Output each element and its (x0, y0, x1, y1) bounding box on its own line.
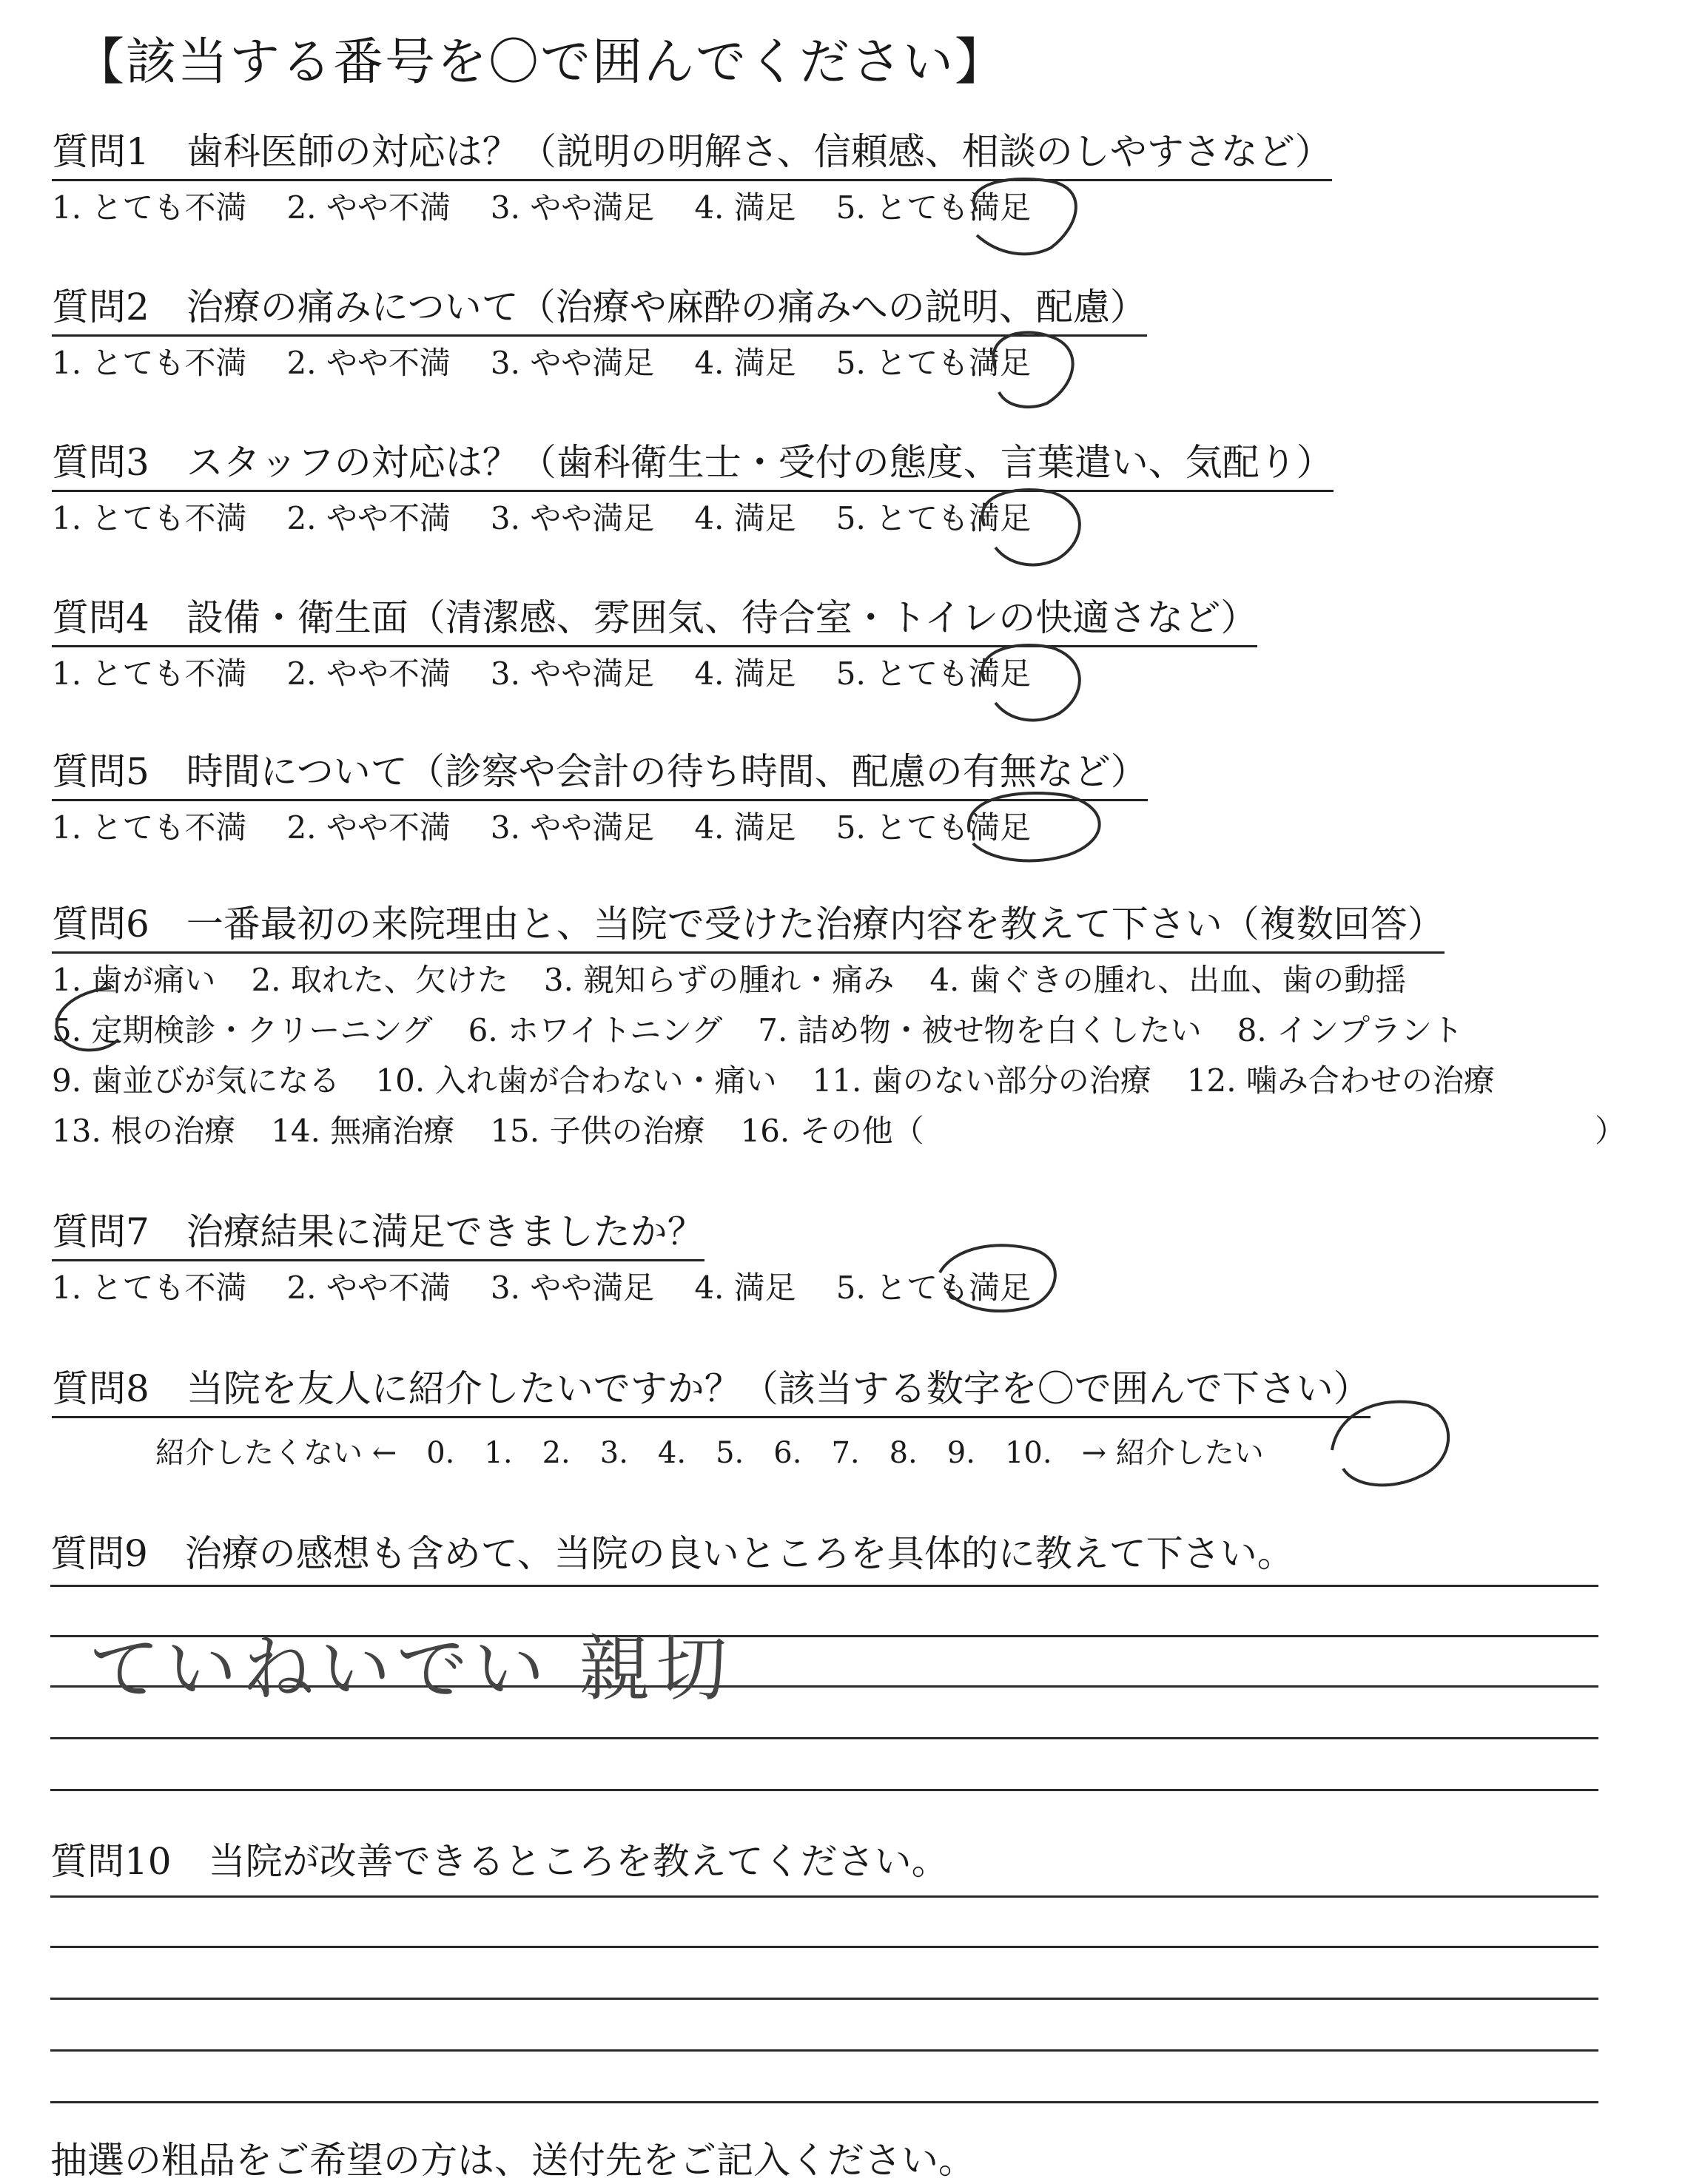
q1-option-2[interactable]: 2. やや不満 (286, 189, 451, 226)
q2-option-2[interactable]: 2. やや不満 (286, 345, 451, 381)
q8-number-6[interactable]: 6. (773, 1436, 802, 1470)
question-2-label: 質問2 治療の痛みについて（治療や麻酔の痛みへの説明、配慮） (52, 289, 1147, 337)
q5-option-5[interactable]: 5. とても満足 (835, 809, 1032, 846)
q4-option-3[interactable]: 3. やや満足 (490, 655, 655, 692)
q8-circle-mark (1332, 1402, 1448, 1486)
q6-option-9[interactable]: 9. 歯並びが気になる (52, 1062, 340, 1099)
q6-option-6[interactable]: 6. ホワイトニング (468, 1012, 723, 1048)
q7-option-3[interactable]: 3. やや満足 (490, 1270, 655, 1306)
question-9-label: 質問9 治療の感想も含めて、当院の良いところを具体的に教えて下さい。 (50, 1532, 1294, 1575)
q6-option-14[interactable]: 14. 無痛治療 (271, 1113, 455, 1149)
q6-option-3[interactable]: 3. 親知らずの腫れ・痛み (543, 962, 895, 998)
q6-option-15[interactable]: 15. 子供の治療 (490, 1113, 705, 1149)
q4-option-4[interactable]: 4. 満足 (694, 655, 796, 692)
q2-option-5[interactable]: 5. とても満足 (835, 345, 1032, 381)
q1-option-4[interactable]: 4. 満足 (694, 189, 796, 226)
q6-option-7[interactable]: 7. 詰め物・被せ物を白くしたい (758, 1012, 1202, 1048)
q7-option-2[interactable]: 2. やや不満 (286, 1270, 451, 1306)
q8-number-2[interactable]: 2. (542, 1436, 571, 1470)
question-10-label: 質問10 当院が改善できるところを教えてください。 (50, 1840, 949, 1883)
q8-number-9[interactable]: 9. (946, 1436, 975, 1470)
question-4-label: 質問4 設備・衛生面（清潔感、雰囲気、待合室・トイレの快適さなど） (52, 599, 1257, 647)
q5-option-4[interactable]: 4. 満足 (694, 809, 796, 846)
q3-option-2[interactable]: 2. やや不満 (286, 500, 451, 536)
q5-option-2[interactable]: 2. やや不満 (286, 809, 451, 846)
q8-number-1[interactable]: 1. (484, 1436, 513, 1470)
q4-option-1[interactable]: 1. とても不満 (52, 655, 247, 692)
q6-option-10[interactable]: 10. 入れ歯が合わない・痛い (375, 1062, 777, 1099)
q5-option-1[interactable]: 1. とても不満 (52, 809, 247, 846)
q7-option-1[interactable]: 1. とても不満 (52, 1270, 247, 1306)
q8-number-3[interactable]: 3. (599, 1436, 628, 1470)
q2-option-4[interactable]: 4. 満足 (694, 345, 796, 381)
q1-option-1[interactable]: 1. とても不満 (52, 189, 247, 226)
q6-option-4[interactable]: 4. 歯ぐきの腫れ、出血、歯の動揺 (929, 962, 1407, 998)
question-6-label: 質問6 一番最初の来院理由と、当院で受けた治療内容を教えて下さい（複数回答） (52, 906, 1445, 954)
q4-option-5[interactable]: 5. とても満足 (835, 655, 1032, 692)
q8-high-label: → 紹介したい (1081, 1436, 1264, 1470)
q1-option-3[interactable]: 3. やや満足 (490, 189, 655, 226)
q9-handwritten-answer[interactable]: ていねいでい 親切 (89, 1628, 733, 1711)
q5-circle-mark (969, 793, 1100, 860)
q6-option-12[interactable]: 12. 噛み合わせの治療 (1186, 1062, 1495, 1099)
q6-option5-circle-mark (56, 988, 118, 1050)
q6-option-5[interactable]: 5. 定期検診・クリーニング (52, 1012, 433, 1048)
q1-circle-mark (974, 179, 1076, 254)
q3-option-1[interactable]: 1. とても不満 (52, 500, 247, 536)
q8-number-10[interactable]: 10. (1004, 1436, 1052, 1470)
q2-circle-mark (993, 332, 1072, 407)
q2-option-3[interactable]: 3. やや満足 (490, 345, 655, 381)
q7-option-4[interactable]: 4. 満足 (694, 1270, 796, 1306)
q8-number-7[interactable]: 7. (831, 1436, 860, 1470)
footer-note: 抽選の粗品をご希望の方は、送付先をご記入ください。 (50, 2139, 975, 2182)
q8-number-4[interactable]: 4. (657, 1436, 687, 1470)
q3-circle-mark (982, 490, 1079, 564)
q7-option-5[interactable]: 5. とても満足 (835, 1270, 1032, 1306)
q1-option-5[interactable]: 5. とても満足 (835, 189, 1032, 226)
q6-option-13[interactable]: 13. 根の治療 (52, 1113, 236, 1149)
q8-number-5[interactable]: 5. (716, 1436, 744, 1470)
q6-option-1[interactable]: 1. 歯が痛い (52, 962, 216, 998)
question-3-label: 質問3 スタッフの対応は？（歯科衛生士・受付の態度、言葉遣い、気配り） (52, 444, 1334, 492)
q6-option-16[interactable]: 16. その他（ (740, 1113, 924, 1149)
question-8-label: 質問8 当院を友人に紹介したいですか？（該当する数字を〇で囲んで下さい） (52, 1370, 1371, 1418)
question-1-label: 質問1 歯科医師の対応は？（説明の明解さ、信頼感、相談のしやすさなど） (52, 133, 1332, 181)
q5-option-3[interactable]: 3. やや満足 (490, 809, 655, 846)
q6-option-2[interactable]: 2. 取れた、欠けた (251, 962, 508, 998)
q6-option-8[interactable]: 8. インプラント (1237, 1012, 1464, 1048)
q2-option-1[interactable]: 1. とても不満 (52, 345, 247, 381)
q8-low-label: 紹介したくない ← (155, 1436, 397, 1470)
question-5-label: 質問5 時間について（診察や会計の待ち時間、配慮の有無など） (52, 753, 1148, 801)
q6-option-11[interactable]: 11. 歯のない部分の治療 (812, 1062, 1151, 1099)
q7-circle-mark (940, 1245, 1055, 1311)
page-title: 【該当する番号を〇で囲んでください】 (74, 33, 1007, 92)
q8-number-0[interactable]: 0. (426, 1436, 455, 1470)
q4-option-2[interactable]: 2. やや不満 (286, 655, 451, 692)
q6-other-close: ） (1595, 1113, 1627, 1149)
q3-option-3[interactable]: 3. やや満足 (490, 500, 655, 536)
q4-circle-mark (982, 645, 1079, 720)
q3-option-5[interactable]: 5. とても満足 (835, 500, 1032, 536)
q8-number-8[interactable]: 8. (889, 1436, 918, 1470)
q3-option-4[interactable]: 4. 満足 (694, 500, 796, 536)
question-7-label: 質問7 治療結果に満足できましたか？ (52, 1213, 704, 1261)
